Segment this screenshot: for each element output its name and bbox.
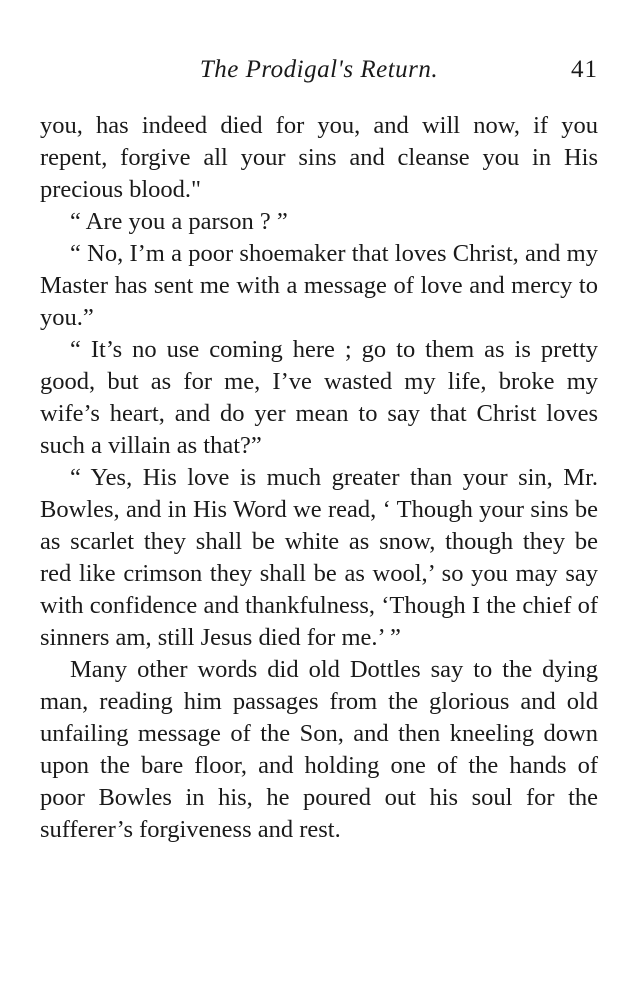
running-head [40, 54, 598, 90]
paragraph-dialogue: “ Yes, His love is much greater than your sin, Mr. Bowles, and in His Word we read, ‘ Though your sins be as scarlet they shall be white as snow, though they be red like crimson they shall be as wool,’ so you may say with confidence and thankfulness, ‘Though I the chief of sinners am, still Jesus died for me.’ ” [40, 464, 598, 651]
running-title: The Prodigal's Return. [199, 56, 439, 83]
paragraph-continuation: you, has indeed died for you, and will now, if you repent, forgive all your sins and cleanse you in His precious blood." [40, 112, 598, 203]
paragraph-narrative: Many other words did old Dottles say to the dying man, reading him passages from the glorious and old unfailing message of the Son, and then kneeling down upon the bare floor, and holding one of the hands of poor Bowles in his, he poured out his soul for the sufferer’s forgiveness and rest. [40, 656, 598, 843]
page-number: 41 [571, 56, 598, 83]
body-text [40, 110, 598, 846]
paragraph-dialogue: “ Are you a parson ? ” [70, 208, 288, 235]
paragraph-dialogue: “ It’s no use coming here ; go to them as is pretty good, but as for me, I’ve wasted my life, broke my wife’s heart, and do yer mean to say that Christ loves such a villain as that?” [40, 336, 598, 459]
paragraph-dialogue: “ No, I’m a poor shoemaker that loves Christ, and my Master has sent me with a message of love and mercy to you.” [40, 240, 598, 331]
